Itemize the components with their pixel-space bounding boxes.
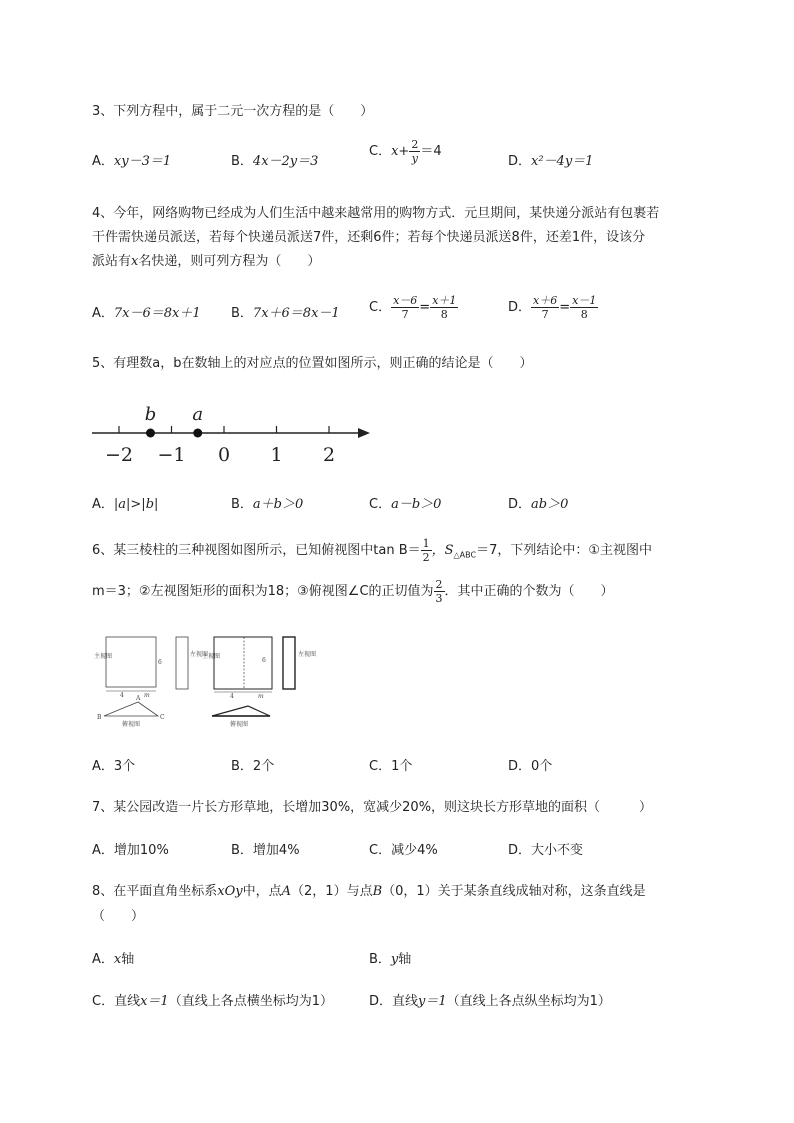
q8-option-a[interactable]: [92, 948, 134, 967]
q3-option-a[interactable]: [92, 150, 171, 169]
number-line-point: [146, 429, 155, 438]
left-view-label: 左视图: [190, 651, 209, 658]
option-label: C．: [369, 497, 392, 512]
vertex-b: B: [97, 714, 102, 721]
q6-option-d[interactable]: [508, 755, 552, 774]
q6-option-a[interactable]: [92, 755, 135, 774]
option-label: D．: [508, 759, 532, 774]
option-text: 大小不变: [531, 843, 584, 858]
q7-option-d[interactable]: [508, 839, 583, 858]
variable: B: [372, 884, 383, 899]
q7-option-a[interactable]: [92, 839, 169, 858]
label-text: 主视图: [94, 653, 113, 660]
option-label: D．: [508, 154, 532, 169]
dim-h: 6: [158, 659, 162, 666]
fraction-den: 2: [422, 551, 430, 564]
dim-m: m: [144, 692, 150, 699]
q6-line-1: [92, 537, 652, 564]
option-text: 1个: [391, 759, 413, 774]
dim-w: 4: [230, 693, 234, 700]
number-line-point-label: b: [144, 404, 157, 425]
number-line-point-label: a: [192, 404, 204, 425]
equals: =: [419, 300, 431, 315]
left-view-rect: [283, 637, 295, 689]
option-text: 7x＋6＝8x－1: [252, 306, 340, 321]
left-view-label: 左视图: [298, 651, 317, 658]
q7-stem: 7、某公园改造一片长方形草地，长增加30%，宽减少20%，则这块长方形草地的面积（ ）: [92, 800, 653, 815]
option-text-post: ＝4: [420, 144, 442, 159]
dim-m: m: [258, 693, 264, 700]
top-view-triangle: [104, 702, 158, 716]
option-text: 0个: [531, 759, 553, 774]
fraction-num: x－6: [393, 294, 418, 307]
fraction-num: 2: [411, 138, 419, 151]
dim-h: 6: [262, 657, 266, 664]
fraction: [430, 294, 458, 321]
q3-stem: 3、下列方程中，属于二元一次方程的是（ ）: [92, 104, 374, 119]
text: 8、在平面直角坐标系: [92, 884, 218, 899]
variable: A: [281, 884, 292, 899]
option-label: B．: [231, 497, 253, 512]
subscript: △ABC: [453, 550, 477, 560]
q7-option-b[interactable]: [231, 839, 300, 858]
variable: x: [131, 254, 139, 269]
fraction: [421, 537, 432, 564]
option-label: D．: [508, 497, 532, 512]
number-line-tick-label: 2: [322, 444, 336, 466]
option-text: 2个: [252, 759, 275, 774]
fraction-den: 8: [580, 308, 588, 321]
number-line-tick-label: 1: [270, 444, 283, 466]
option-text: D．直线: [369, 994, 419, 1009]
option-label: C．: [369, 144, 392, 159]
q4-option-d[interactable]: [508, 294, 598, 321]
option-label: D．: [508, 843, 532, 858]
equals: =: [559, 300, 571, 315]
option-text-pre: x+: [391, 144, 410, 159]
number-line-figure: [90, 398, 380, 468]
number-line-tick-label: −1: [157, 444, 186, 466]
fraction-num: x－1: [572, 294, 597, 307]
q4-line-1: 4、今年，网络购物已经成为人们生活中越来越常用的购物方式．元旦期间，某快递分派站有包裹若: [92, 206, 660, 221]
dim-w: 4: [120, 692, 124, 699]
q4-option-c[interactable]: [369, 294, 458, 321]
number-line-ticks: [105, 426, 335, 466]
fraction-den: 8: [440, 308, 448, 321]
left-view-rect: [176, 637, 188, 689]
fraction-den: 7: [401, 308, 409, 321]
variable: xOy: [217, 884, 243, 899]
fraction-den: y: [411, 152, 418, 165]
option-label: B．: [231, 759, 253, 774]
option-label: C．: [369, 843, 392, 858]
q3-option-d[interactable]: [508, 150, 593, 169]
q7-option-c[interactable]: [369, 839, 438, 858]
text: （2，1）与点: [291, 884, 373, 899]
option-label: A．: [92, 497, 114, 512]
option-text: 4x－2y＝3: [252, 154, 319, 169]
option-label: B．: [369, 952, 391, 967]
option-text: 轴: [398, 952, 412, 967]
q6-option-b[interactable]: [231, 755, 274, 774]
fraction: [570, 294, 598, 321]
option-label: B．: [231, 843, 253, 858]
q4-option-a[interactable]: [92, 302, 201, 321]
q8-option-d[interactable]: [369, 990, 611, 1009]
q6-option-c[interactable]: [369, 755, 412, 774]
text: 中，点: [242, 884, 282, 899]
number-line-tick-label: 0: [217, 444, 231, 466]
fraction-den: 7: [541, 308, 549, 321]
text: ，S: [431, 543, 454, 558]
variable: y: [390, 952, 399, 967]
option-text: ab＞0: [531, 497, 569, 512]
q4-line-3: [92, 250, 320, 269]
front-view-label: [94, 652, 112, 660]
option-text: x²－4y＝1: [531, 154, 594, 169]
option-label: A．: [92, 952, 114, 967]
option-label: C．: [369, 759, 392, 774]
fraction: [434, 578, 445, 605]
option-text: |a|>|b|: [113, 497, 159, 512]
option-label: A．: [92, 759, 114, 774]
vertex-c: C: [160, 714, 165, 721]
fraction: [391, 294, 419, 321]
number-line-tick-label: −2: [104, 444, 134, 466]
option-text: 轴: [121, 952, 135, 967]
option-text: C．直线: [92, 994, 141, 1009]
option-text: a＋b＞0: [252, 497, 304, 512]
q8-option-b[interactable]: [369, 948, 411, 967]
vertex-a: A: [136, 695, 141, 702]
option-label: B．: [231, 306, 253, 321]
option-text: 增加4%: [252, 843, 300, 858]
option-label: D．: [508, 300, 532, 315]
q6-line-2: [92, 578, 614, 605]
option-text: （直线上各点纵坐标均为1）: [446, 994, 611, 1009]
q4-option-b[interactable]: [231, 302, 340, 321]
front-view-label: 主视图: [202, 653, 221, 660]
fraction: [531, 294, 559, 321]
option-label: B．: [231, 154, 253, 169]
text: 派站有: [92, 254, 132, 269]
option-label: C．: [369, 300, 392, 315]
top-view-label: 俯视图: [230, 721, 249, 728]
option-label: A．: [92, 154, 114, 169]
text: 名快递，则可列方程为（ ）: [138, 254, 321, 269]
fraction-num: x＋6: [533, 294, 558, 307]
fraction-num: 2: [435, 578, 443, 591]
top-view-triangle: [212, 706, 270, 716]
front-view-rect: [106, 637, 156, 687]
equation: x＝1: [140, 994, 169, 1009]
option-text: a－b＞0: [391, 497, 442, 512]
text: ．其中正确的个数为（ ）: [444, 584, 614, 599]
q5-option-b[interactable]: [231, 493, 303, 512]
text: （0，1）关于某条直线成轴对称，这条直线是: [382, 884, 646, 899]
q3-option-b[interactable]: [231, 150, 318, 169]
q5-stem: 5、有理数a，b在数轴上的对应点的位置如图所示，则正确的结论是（ ）: [92, 356, 533, 371]
arrow-icon: [358, 428, 370, 438]
variable: x: [113, 952, 122, 967]
option-text: （直线上各点横坐标均为1）: [168, 994, 333, 1009]
left-view-figure-2: [278, 632, 318, 692]
number-line-point: [193, 429, 202, 438]
q5-option-a[interactable]: [92, 493, 158, 512]
option-text: 3个: [113, 759, 136, 774]
fraction-num: 1: [422, 537, 430, 550]
option-text: 增加10%: [113, 843, 169, 858]
q5-option-c[interactable]: [369, 493, 441, 512]
text: m＝3；②左视图矩形的面积为18；③俯视图∠C的正切值为: [92, 584, 434, 599]
q8-option-c[interactable]: [92, 990, 333, 1009]
equation: y＝1: [418, 994, 447, 1009]
q4-line-2: 干件需快递员派送，若每个快递员派送7件，还剩6件；若每个快递员派送8件，还差1件，设该分: [92, 230, 646, 245]
text: 6、某三棱柱的三种视图如图所示，已知俯视图中tan B＝: [92, 543, 421, 558]
fraction: [409, 138, 420, 165]
q3-option-c[interactable]: [369, 138, 442, 165]
q5-option-d[interactable]: [508, 493, 568, 512]
option-text: xy－3＝1: [113, 154, 172, 169]
fraction-num: x＋1: [432, 294, 457, 307]
top-view-label: 俯视图: [122, 721, 141, 728]
q8-line-1: [92, 880, 646, 899]
option-label: A．: [92, 843, 114, 858]
option-text: 7x－6＝8x＋1: [113, 306, 201, 321]
option-label: A．: [92, 306, 114, 321]
text: ＝7，下列结论中：①主视图中: [476, 543, 653, 558]
fraction-den: 3: [435, 592, 443, 605]
option-text: 减少4%: [391, 843, 438, 858]
q8-line-2: （ ）: [92, 909, 145, 924]
